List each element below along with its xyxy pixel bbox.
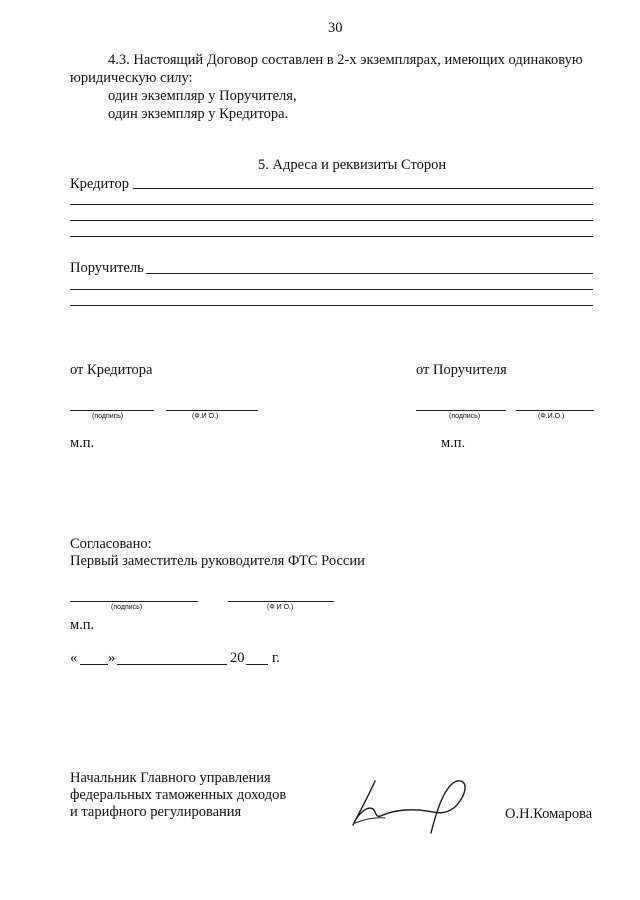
date-quote-close: » bbox=[108, 650, 116, 666]
guarantor-line bbox=[70, 305, 593, 306]
guarantor-label: Поручитель bbox=[70, 260, 144, 276]
creditor-line bbox=[70, 204, 593, 205]
clause-copy-guarantor: один экземпляр у Поручителя, bbox=[108, 88, 297, 104]
agreed-name-caption: (Ф И О.) bbox=[267, 604, 294, 611]
from-creditor-label: от Кредитора bbox=[70, 362, 153, 378]
clause-copy-creditor: один экземпляр у Кредитора. bbox=[108, 106, 289, 122]
guarantor-name-caption: (Ф.И.О.) bbox=[538, 413, 565, 420]
agreed-signature-line bbox=[70, 601, 198, 602]
head-title-line2: федеральных таможенных доходов bbox=[70, 787, 287, 803]
head-title-line1: Начальник Главного управления bbox=[70, 770, 271, 786]
date-year-prefix: 20 bbox=[230, 650, 245, 666]
agreed-signature-caption: (подпись) bbox=[111, 604, 143, 611]
creditor-line bbox=[70, 236, 593, 237]
date-year-suffix: г. bbox=[272, 650, 280, 666]
head-name: О.Н.Комарова bbox=[505, 806, 593, 822]
agreed-position: Первый заместитель руководителя ФТС России bbox=[70, 553, 365, 569]
guarantor-name-line bbox=[516, 410, 594, 411]
date-month-line bbox=[117, 664, 227, 665]
creditor-stamp: м.п. bbox=[70, 435, 95, 451]
date-quote-open: « bbox=[70, 650, 78, 666]
section-title: 5. Адреса и реквизиты Сторон bbox=[258, 157, 447, 173]
guarantor-signature-line bbox=[416, 410, 506, 411]
creditor-label: Кредитор bbox=[70, 176, 129, 192]
creditor-line bbox=[133, 188, 593, 189]
clause-text-line2: юридическую силу: bbox=[70, 70, 193, 86]
date-year-line bbox=[246, 664, 268, 665]
guarantor-line bbox=[70, 289, 593, 290]
creditor-signature-caption: (подпись) bbox=[92, 413, 124, 420]
clause-text-line1: 4.3. Настоящий Договор составлен в 2-х экземплярах, имеющих одинаковую bbox=[108, 52, 583, 68]
guarantor-stamp: м.п. bbox=[441, 435, 466, 451]
from-guarantor-label: от Поручителя bbox=[416, 362, 507, 378]
creditor-signature-line bbox=[70, 410, 154, 411]
creditor-name-line bbox=[166, 410, 258, 411]
agreed-name-line bbox=[228, 601, 334, 602]
guarantor-line bbox=[146, 273, 593, 274]
date-day-line bbox=[80, 664, 108, 665]
agreed-title: Согласовано: bbox=[70, 536, 152, 552]
creditor-line bbox=[70, 220, 593, 221]
creditor-name-caption: (Ф.И О.) bbox=[192, 413, 219, 420]
guarantor-signature-caption: (подпись) bbox=[449, 413, 481, 420]
head-title-line3: и тарифного регулирования bbox=[70, 804, 242, 820]
handwritten-signature bbox=[345, 775, 475, 837]
page-number: 30 bbox=[328, 20, 343, 36]
agreed-stamp: м.п. bbox=[70, 617, 95, 633]
